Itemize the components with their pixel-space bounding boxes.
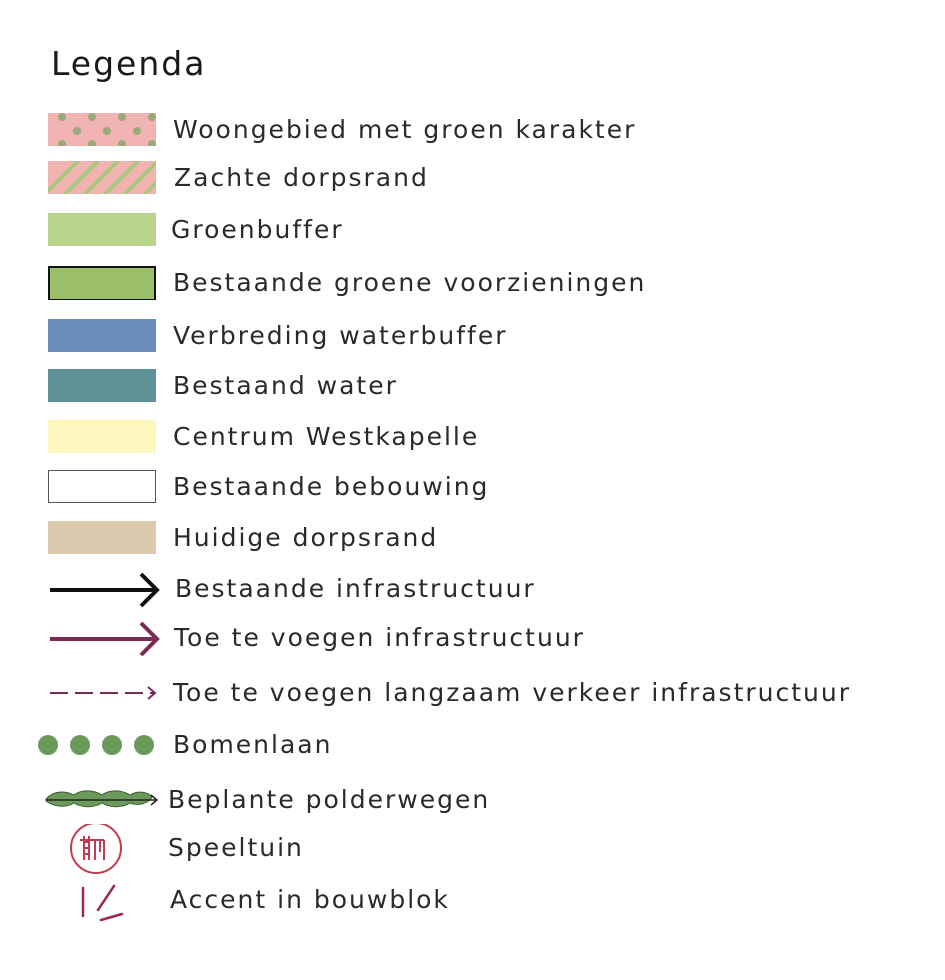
legend-item-waterbuffer <box>0 316 945 356</box>
legend-item-label: Toe te voegen langzaam verkeer infrastructuur <box>173 678 852 707</box>
white-swatch-icon <box>48 470 156 503</box>
legend-item-groene-voorzieningen <box>0 263 945 303</box>
legend-item-label: Accent in bouwblok <box>170 885 450 914</box>
beige-swatch-icon <box>48 521 156 554</box>
legend-item-huidige-dorpsrand <box>0 518 945 558</box>
black-arrow-icon <box>48 569 163 609</box>
blue-swatch-icon <box>48 319 156 352</box>
legend-item-label: Toe te voegen infrastructuur <box>174 623 585 652</box>
legend-item-zachte-dorpsrand <box>0 158 945 198</box>
legend-item-langzaam-verkeer <box>0 673 945 713</box>
legend-item-label: Bestaand water <box>173 371 398 400</box>
legend-item-groenbuffer <box>0 210 945 250</box>
legend-title: Legenda <box>51 44 207 83</box>
legend-item-label: Zachte dorpsrand <box>174 163 429 192</box>
legend-item-label: Verbreding waterbuffer <box>173 321 508 350</box>
legend-item-toe-te-voegen-infra <box>0 618 945 658</box>
purple-arrow-icon <box>48 618 163 658</box>
legend-item-bestaand-water <box>0 366 945 406</box>
legend-item-label: Woongebied met groen karakter <box>173 115 637 144</box>
legend-item-bomenlaan <box>0 725 945 765</box>
legend-item-label: Beplante polderwegen <box>168 785 491 814</box>
legend-item-label: Speeltuin <box>168 833 304 862</box>
accent-icon <box>74 880 128 924</box>
legend-item-bestaande-infra <box>0 569 945 609</box>
light-green-swatch-icon <box>48 213 156 246</box>
legend-item-centrum <box>0 417 945 457</box>
tree-dots-icon <box>36 725 160 765</box>
legend-item-speeltuin <box>0 828 945 868</box>
legend-item-polderwegen <box>0 780 945 820</box>
legend-item-label: Bestaande bebouwing <box>173 472 490 501</box>
teal-swatch-icon <box>48 369 156 402</box>
green-swatch-icon <box>48 265 156 300</box>
legend-item-label: Huidige dorpsrand <box>173 523 439 552</box>
planted-road-icon <box>44 780 162 820</box>
legend-item-label: Bomenlaan <box>173 730 333 759</box>
legend-item-label: Bestaande infrastructuur <box>175 574 536 603</box>
legend-item-label: Centrum Westkapelle <box>173 422 480 451</box>
playground-icon <box>68 824 124 874</box>
dashed-arrow-icon <box>48 673 163 713</box>
legend-item-bebouwing <box>0 467 945 507</box>
legend-item-label: Bestaande groene voorzieningen <box>173 268 647 297</box>
legend-item-label: Groenbuffer <box>171 215 344 244</box>
legend-item-accent <box>0 880 945 920</box>
dotted-pink-swatch-icon <box>48 113 156 146</box>
striped-swatch-icon <box>48 161 156 194</box>
legend-item-woongebied <box>0 110 945 150</box>
yellow-swatch-icon <box>48 420 156 453</box>
